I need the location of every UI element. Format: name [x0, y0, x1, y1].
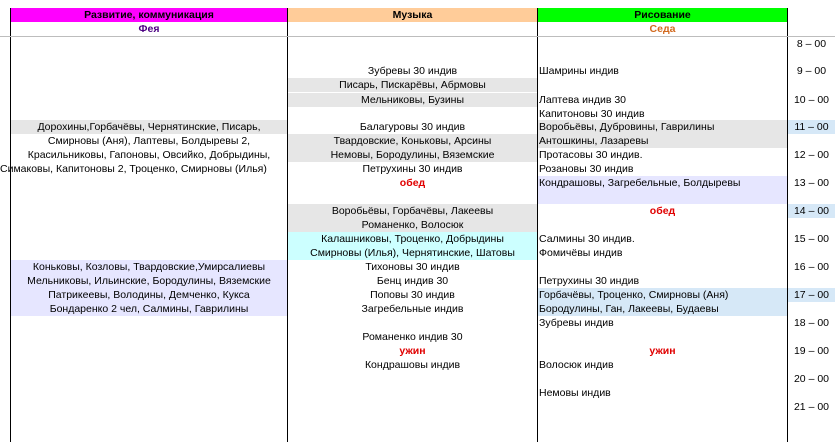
music-cell[interactable]: Загребельные индив — [361, 303, 464, 315]
drawing-cell[interactable]: Воробьёвы, Дубровины, Гаврилины — [538, 120, 787, 134]
drawing-cell[interactable]: Кондрашовы, Загребельные, Болдыревы — [538, 176, 787, 190]
drawing-cell[interactable]: Салмины 30 индив. — [539, 233, 635, 245]
time-slot[interactable]: 8 – 00 — [796, 38, 827, 50]
time-slot[interactable]: 10 – 00 — [793, 94, 830, 106]
development-cell[interactable]: Патрикеевы, Володины, Демченко, Кукса — [11, 288, 287, 302]
development-cell[interactable]: Дорохины,Горбачёвы, Чернятинские, Писарь, — [11, 120, 287, 134]
development-cell[interactable]: Мельниковы, Ильинские, Бородулины, Вяземские — [11, 274, 287, 288]
music-lunch-label[interactable]: обед — [399, 177, 426, 189]
time-slot[interactable]: 11 – 00 — [788, 120, 835, 134]
drawing-cell[interactable]: Зубревы индив — [539, 317, 614, 329]
music-cell[interactable]: Зубревы 30 индив — [367, 65, 458, 77]
time-slot[interactable]: 13 – 00 — [793, 177, 830, 189]
time-slot[interactable]: 21 – 00 — [793, 401, 830, 413]
header-bottom-line — [0, 36, 835, 37]
music-cell[interactable]: Романенко, Волосюк — [288, 218, 537, 232]
music-cell[interactable]: Немовы, Бородулины, Вяземские — [288, 148, 537, 162]
column-divider — [10, 8, 11, 442]
drawing-cell[interactable]: Горбачёвы, Троценко, Смирновы (Аня) — [538, 288, 787, 302]
drawing-cell[interactable]: Капитоновы 30 индив — [539, 108, 645, 120]
music-cell[interactable]: Калашниковы, Троценко, Добрыдины — [288, 232, 537, 246]
drawing-cell[interactable]: Фомичёвы индив — [539, 247, 623, 259]
drawing-cell[interactable]: Протасовы 30 индив. — [539, 149, 643, 161]
teacher-drawing[interactable]: Седа — [649, 23, 676, 35]
music-cell[interactable]: Твардовские, Коньковы, Арсины — [288, 134, 537, 148]
time-slot[interactable]: 17 – 00 — [788, 288, 835, 302]
development-cell[interactable]: Смирновы (Аня), Лаптевы, Болдыревы 2, — [47, 135, 251, 147]
music-cell[interactable]: Кондрашовы индив — [364, 359, 461, 371]
time-slot[interactable]: 18 – 00 — [793, 317, 830, 329]
development-cell[interactable]: Симаковы, Капитоновы 2, Троценко, Смирновы (Илья) — [0, 163, 267, 175]
music-cell[interactable]: Романенко индив 30 — [362, 331, 463, 343]
development-cell[interactable]: Коньковы, Козловы, Твардовские,Умирсалиевы — [11, 260, 287, 274]
music-cell[interactable]: Тихоновы 30 индив — [365, 261, 460, 273]
time-slot[interactable]: 9 – 00 — [796, 65, 827, 77]
header-music[interactable]: Музыка — [288, 8, 537, 22]
time-slot[interactable]: 12 – 00 — [793, 149, 830, 161]
header-drawing[interactable]: Рисование — [538, 8, 787, 22]
music-cell[interactable]: Смирновы (Илья), Чернятинские, Шатовы — [288, 246, 537, 260]
teacher-development[interactable]: Фея — [138, 23, 160, 35]
music-cell[interactable]: Поповы 30 индив — [370, 289, 455, 301]
time-slot[interactable]: 20 – 00 — [793, 373, 830, 385]
drawing-lunch-label[interactable]: обед — [649, 205, 676, 217]
time-slot[interactable]: 19 – 00 — [793, 345, 830, 357]
drawing-cell[interactable]: Розановы 30 индив — [539, 163, 634, 175]
drawing-cell[interactable]: Петрухины 30 индив — [539, 275, 640, 287]
drawing-cell[interactable]: Шамрины индив — [539, 65, 619, 77]
development-cell[interactable]: Красильниковы, Гапоновы, Овсийко, Добрыдины, — [27, 149, 271, 161]
music-cell[interactable]: Петрухины 30 индив — [362, 163, 463, 175]
development-cell[interactable]: Бондаренко 2 чел, Салмины, Гаврилины — [11, 302, 287, 316]
music-cell[interactable]: Воробьёвы, Горбачёвы, Лакеевы — [288, 204, 537, 218]
time-slot[interactable]: 14 – 00 — [788, 204, 835, 218]
music-cell[interactable]: Бенц индив 30 — [376, 275, 449, 287]
drawing-cell[interactable]: Немовы индив — [539, 387, 611, 399]
music-cell[interactable]: Мельниковы, Бузины — [288, 93, 537, 107]
header-development[interactable]: Развитие, коммуникация — [11, 8, 287, 22]
drawing-cell[interactable]: Лаптева индив 30 — [539, 94, 626, 106]
music-cell[interactable]: Писарь, Пискарёвы, Абрмовы — [288, 78, 537, 92]
drawing-cell[interactable]: Волосюк индив — [539, 359, 614, 371]
drawing-cell[interactable]: Бородулины, Ган, Лакеевы, Будаевы — [538, 302, 787, 316]
time-slot[interactable]: 15 – 00 — [793, 233, 830, 245]
music-dinner-label[interactable]: ужин — [399, 345, 426, 357]
drawing-cell[interactable]: Антошкины, Лазаревы — [538, 134, 787, 148]
time-slot[interactable]: 16 – 00 — [793, 261, 830, 273]
drawing-cell[interactable] — [538, 190, 787, 204]
music-cell[interactable]: Балагуровы 30 индив — [359, 121, 466, 133]
drawing-dinner-label[interactable]: ужин — [649, 345, 676, 357]
